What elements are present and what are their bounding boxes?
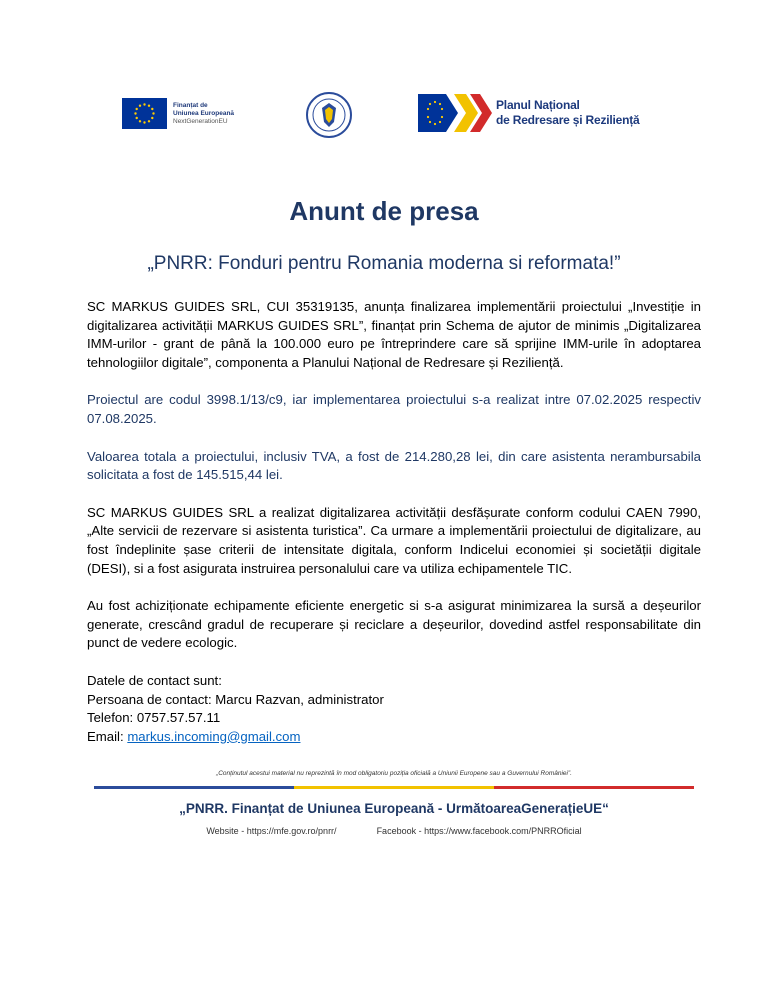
footer-tagline: „PNRR. Finanțat de Uniunea Europeană - UrmătoareaGenerațieUE“ bbox=[179, 801, 609, 816]
pnrr-logo-line2: de Redresare și Reziliență bbox=[496, 113, 640, 127]
footer bbox=[94, 770, 694, 836]
announcement-body bbox=[87, 298, 701, 746]
romanian-government-seal-icon bbox=[306, 92, 352, 138]
contact-heading: Datele de contact sunt: bbox=[87, 672, 222, 688]
contact-email-link[interactable]: markus.incoming@gmail.com bbox=[127, 728, 301, 744]
contact-phone: Telefon: 0757.57.57.11 bbox=[87, 710, 221, 726]
logo-bar bbox=[0, 88, 768, 148]
eu-logo-line1: Finanțat de bbox=[173, 101, 208, 109]
pnrr-logo-line1: Planul Național bbox=[496, 98, 580, 112]
eu-logo-line2: Uniunea Europeană bbox=[173, 109, 235, 117]
contact-person: Persoana de contact: Marcu Razvan, administrator bbox=[87, 691, 384, 707]
footer-disclaimer: „Conținutul acestui material nu reprezintă în mod obligatoriu poziția oficială a Uniunii Europene sau a Guvernului României”. bbox=[216, 770, 572, 777]
paragraph-intro: SC MARKUS GUIDES SRL, CUI 35319135, anunța finalizarea implementării proiectului „Investiție in digitalizarea activității MARKUS GUIDES SRL”, finanțat prin Schema de ajutor de minimis „Digitalizarea IMM-urilor - grant de până la 100.000 euro pe întreprindere care să sprijine IMM-urile în adoptarea tehnologiilor digitale”, componenta a Planului Național de Redresare și Reziliență. bbox=[87, 299, 701, 370]
paragraph-digitalization: SC MARKUS GUIDES SRL a realizat digitalizarea activității desfășurate conform codului CAEN 7990, „Alte servicii de rezervare si asistenta turistica”. Ca urmare a implementării proiectului de digitalizare, au fost îndeplinite șase criterii de intensitate digitala, conform Indicelui economiei și societății digitale (DESI), si a fost asigurata instruirea personalului care va utiliza echipamentele TIC. bbox=[87, 504, 701, 576]
page-subtitle: „PNRR: Fonduri pentru Romania moderna si reformata!” bbox=[147, 253, 621, 274]
pnrr-flag-arrow-icon bbox=[418, 92, 492, 134]
tricolor-divider bbox=[94, 786, 694, 789]
footer-links bbox=[94, 826, 694, 836]
footer-website: Website - https://mfe.gov.ro/pnrr/ bbox=[206, 826, 337, 836]
eu-logo-text bbox=[173, 102, 234, 126]
tricolor-blue bbox=[94, 786, 294, 789]
paragraph-project-value: Valoarea totala a proiectului, inclusiv TVA, a fost de 214.280,28 lei, din care asistenta nerambursabila solicitata a fost de 145.515,44 lei. bbox=[87, 448, 701, 483]
eu-flag-icon bbox=[122, 98, 167, 129]
paragraph-project-code: Proiectul are codul 3998.1/13/c9, iar implementarea proiectului s-a realizat intre 07.02.2025 respectiv 07.08.2025. bbox=[87, 392, 701, 426]
eu-logo bbox=[122, 98, 234, 129]
pnrr-logo bbox=[418, 92, 640, 134]
tricolor-red bbox=[494, 786, 694, 789]
paragraph-equipment: Au fost achiziționate echipamente eficiente energetic si s-a asigurat minimizarea la sursă a deșeurilor generate, crescând gradul de recuperare și reciclare a deșeurilor, dovedind astfel responsabilitate din punct de vedere ecologic. bbox=[87, 598, 701, 651]
contact-email-line bbox=[87, 728, 701, 747]
eu-logo-line3: NextGenerationEU bbox=[173, 117, 228, 125]
page-title: Anunt de presa bbox=[289, 196, 479, 226]
pnrr-logo-text bbox=[496, 98, 640, 128]
footer-facebook: Facebook - https://www.facebook.com/PNRROficial bbox=[376, 826, 582, 836]
contact-email-label: Email: bbox=[87, 728, 128, 744]
tricolor-yellow bbox=[294, 786, 494, 789]
contact-block bbox=[87, 672, 701, 746]
